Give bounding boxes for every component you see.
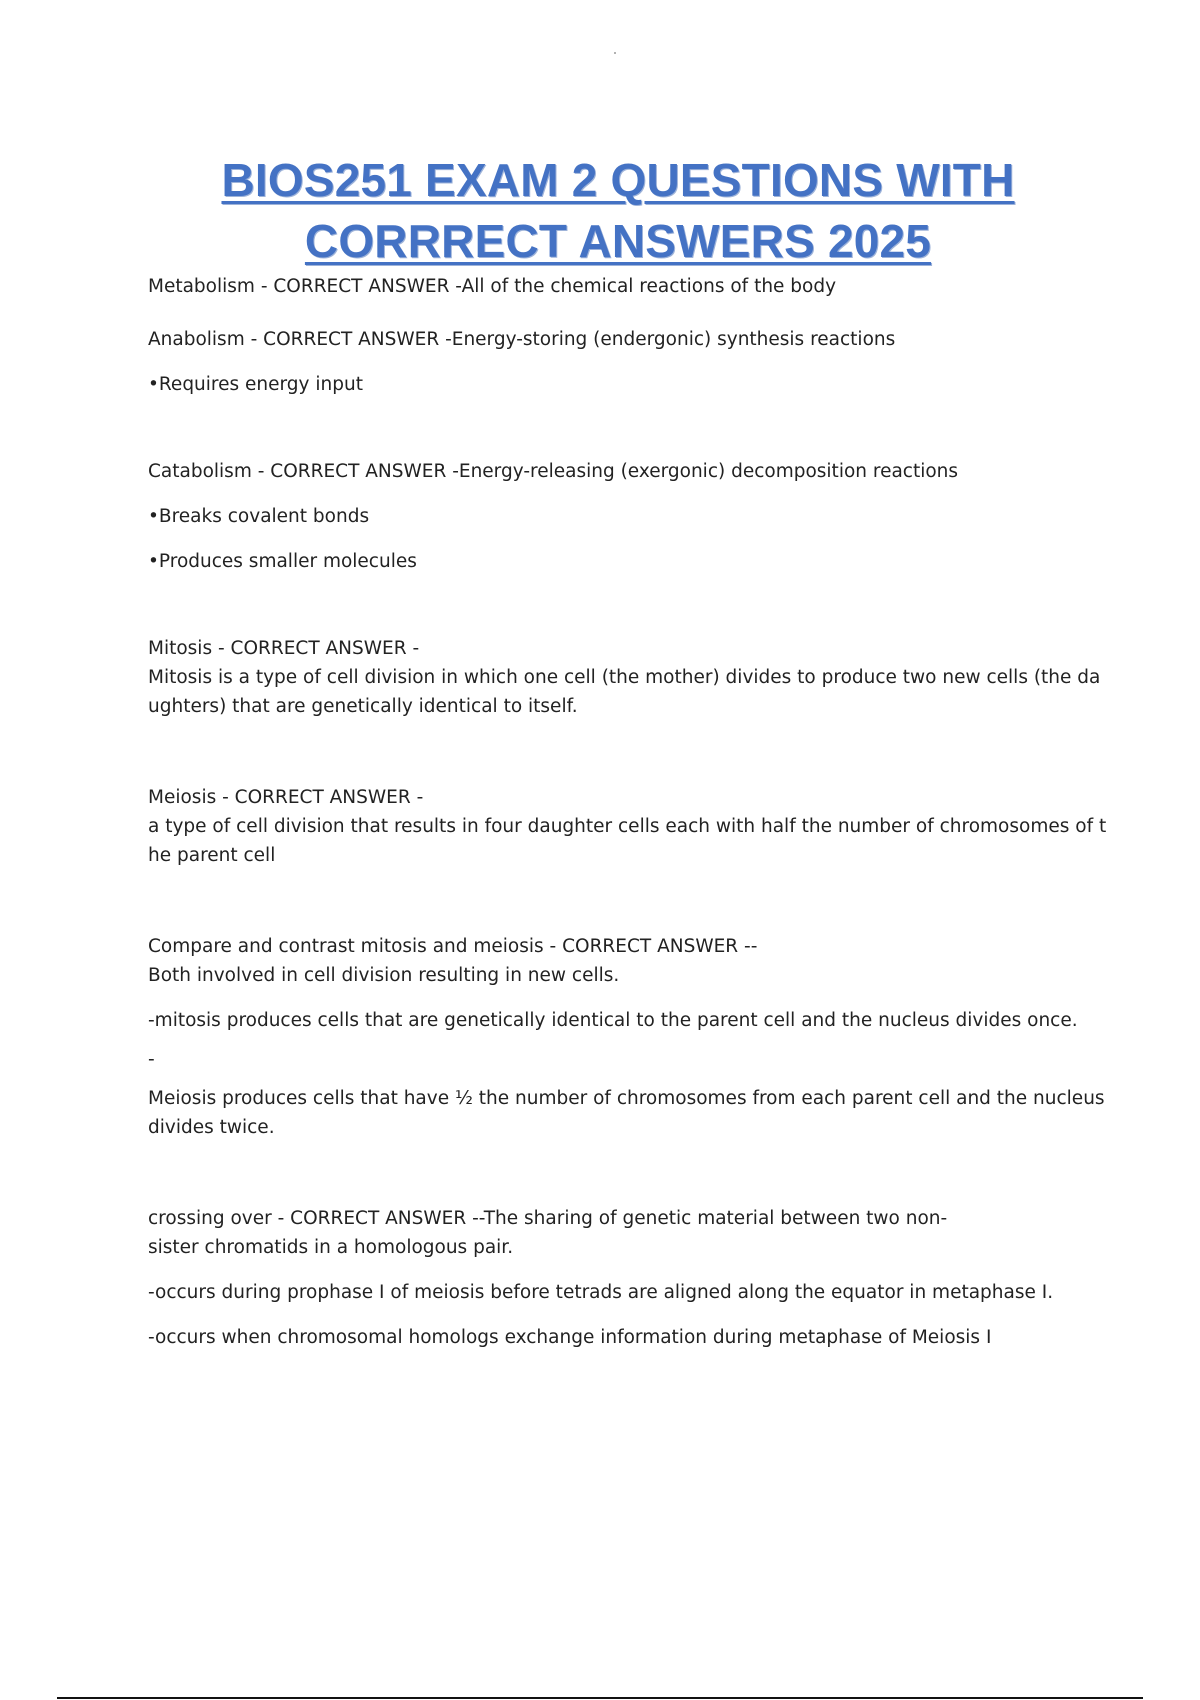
qa-line: ughters) that are genetically identical to itself. bbox=[148, 696, 578, 717]
qa-line: a type of cell division that results in four daughter cells each with half the number of chromosomes of t bbox=[148, 816, 1107, 837]
qa-line: - bbox=[148, 1049, 155, 1070]
title-line-1: BIOS251 EXAM 2 QUESTIONS WITH bbox=[221, 154, 1015, 206]
qa-line: he parent cell bbox=[148, 845, 276, 866]
qa-bullet: •Requires energy input bbox=[148, 374, 363, 395]
qa-line: Mitosis - CORRECT ANSWER - bbox=[148, 638, 420, 659]
qa-line: sister chromatids in a homologous pair. bbox=[148, 1237, 514, 1258]
title-line-2: CORRRECT ANSWERS 2025 bbox=[304, 215, 932, 267]
qa-bullet: •Breaks covalent bonds bbox=[148, 506, 370, 527]
qa-line: Meiosis produces cells that have ½ the number of chromosomes from each parent cell and the nucleus bbox=[148, 1088, 1105, 1109]
qa-line: Anabolism - CORRECT ANSWER -Energy-storing (endergonic) synthesis reactions bbox=[148, 329, 896, 350]
qa-line: Mitosis is a type of cell division in which one cell (the mother) divides to produce two new cells (the da bbox=[148, 667, 1101, 688]
page-bottom-rule bbox=[57, 1697, 1143, 1699]
qa-line: -mitosis produces cells that are genetically identical to the parent cell and the nucleus divides once. bbox=[148, 1010, 1078, 1031]
qa-bullet: •Produces smaller molecules bbox=[148, 551, 417, 572]
qa-line: -occurs when chromosomal homologs exchange information during metaphase of Meiosis I bbox=[148, 1327, 992, 1348]
qa-line: Both involved in cell division resulting in new cells. bbox=[148, 965, 620, 986]
qa-line: crossing over - CORRECT ANSWER --The sharing of genetic material between two non- bbox=[148, 1208, 948, 1229]
qa-content bbox=[148, 272, 1107, 1368]
page-mark bbox=[614, 52, 616, 54]
document-title bbox=[148, 150, 1088, 272]
qa-line: Catabolism - CORRECT ANSWER -Energy-releasing (exergonic) decomposition reactions bbox=[148, 461, 959, 482]
qa-line: Metabolism - CORRECT ANSWER -All of the chemical reactions of the body bbox=[148, 276, 837, 297]
qa-line: divides twice. bbox=[148, 1117, 275, 1138]
qa-line: -occurs during prophase I of meiosis before tetrads are aligned along the equator in metaphase I. bbox=[148, 1282, 1054, 1303]
qa-line: Meiosis - CORRECT ANSWER - bbox=[148, 787, 424, 808]
qa-line: Compare and contrast mitosis and meiosis - CORRECT ANSWER -- bbox=[148, 936, 758, 957]
